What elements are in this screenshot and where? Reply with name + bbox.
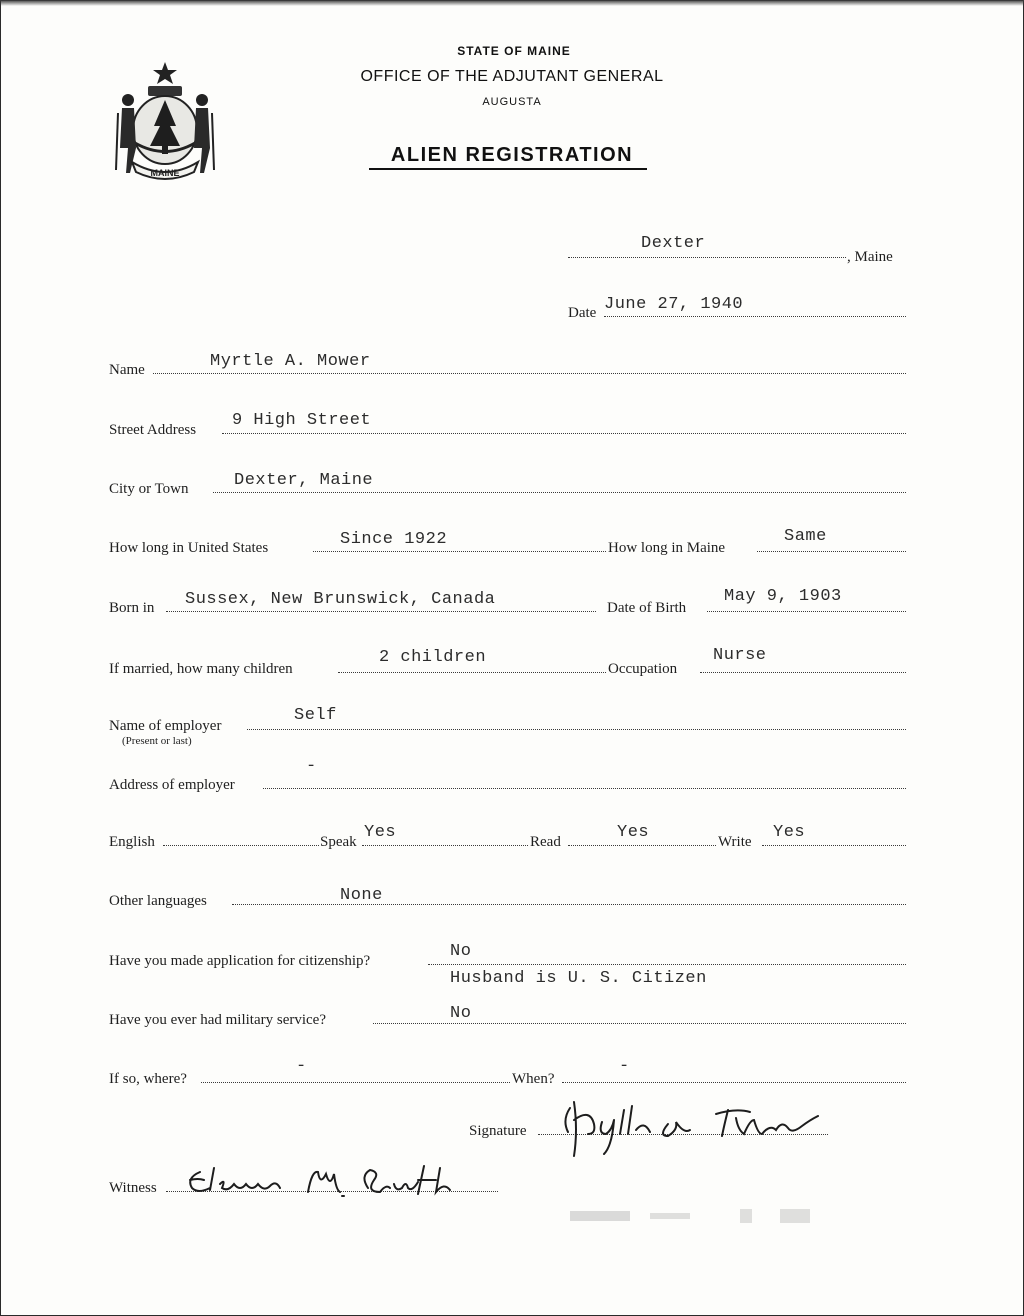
citizenship-label: Have you made application for citizenship?: [109, 953, 371, 969]
english-label: English: [109, 834, 155, 850]
location-dots: [568, 257, 846, 258]
write-label: Write: [718, 834, 752, 850]
employer-dots: [247, 729, 906, 730]
write-value: Yes: [773, 823, 806, 842]
header-state: STATE OF MAINE: [457, 44, 571, 58]
read-dots: [568, 845, 716, 846]
city-or-town-label: City or Town: [109, 481, 189, 497]
street-address-label: Street Address: [109, 422, 197, 438]
employer-sublabel: (Present or last): [122, 735, 192, 747]
name-value: Myrtle A. Mower: [210, 352, 371, 371]
street-address-value: 9 High Street: [232, 411, 372, 430]
read-value: Yes: [617, 823, 650, 842]
other-languages-dots: [232, 904, 906, 905]
header-office: OFFICE OF THE ADJUTANT GENERAL: [360, 68, 664, 85]
children-value: 2 children: [379, 648, 487, 667]
other-languages-value: None: [340, 886, 383, 905]
city-or-town-dots: [213, 492, 906, 493]
when-dots: [562, 1082, 906, 1083]
street-address-dots: [222, 433, 906, 434]
children-dots: [338, 672, 606, 673]
location-state-label: , Maine: [847, 249, 893, 265]
employer-value: Self: [294, 706, 337, 725]
english-dots: [163, 845, 319, 846]
military-value: No: [450, 1004, 472, 1023]
occupation-value: Nurse: [713, 646, 767, 665]
how-long-us-label: How long in United States: [109, 540, 269, 556]
children-label: If married, how many children: [109, 661, 293, 677]
faint-stamp-mark: [570, 1205, 820, 1227]
when-value: -: [619, 1057, 630, 1076]
citizenship-note: Husband is U. S. Citizen: [450, 969, 707, 988]
employer-label: Name of employer: [109, 718, 222, 734]
if-so-where-dots: [201, 1082, 510, 1083]
date-label: Date: [568, 305, 597, 321]
citizenship-value: No: [450, 942, 472, 961]
when-label: When?: [512, 1071, 555, 1087]
read-label: Read: [530, 834, 561, 850]
citizenship-dots: [428, 964, 906, 965]
speak-label: Speak: [320, 834, 357, 850]
header-city: AUGUSTA: [482, 96, 542, 108]
speak-dots: [362, 845, 528, 846]
witness-handwriting: [180, 1158, 480, 1208]
how-long-maine-dots: [757, 551, 906, 552]
how-long-maine-label: How long in Maine: [608, 540, 726, 556]
page-edge-shadow: [0, 0, 1024, 6]
how-long-us-value: Since 1922: [340, 530, 448, 549]
signature-handwriting: [540, 1090, 840, 1160]
form-title: ALIEN REGISTRATION: [390, 144, 634, 166]
date-dots: [604, 316, 906, 317]
date-value: June 27, 1940: [604, 295, 744, 314]
name-dots: [153, 373, 906, 374]
military-dots: [373, 1023, 906, 1024]
write-dots: [762, 845, 906, 846]
born-in-label: Born in: [109, 600, 155, 616]
witness-label: Witness: [109, 1180, 157, 1196]
date-of-birth-value: May 9, 1903: [724, 587, 842, 606]
speak-value: Yes: [364, 823, 397, 842]
employer-address-value: -: [306, 757, 317, 776]
occupation-dots: [700, 672, 906, 673]
if-so-where-label: If so, where?: [109, 1071, 187, 1087]
employer-address-label: Address of employer: [109, 777, 235, 793]
date-of-birth-dots: [707, 611, 906, 612]
if-so-where-value: -: [296, 1057, 307, 1076]
how-long-us-dots: [313, 551, 606, 552]
military-label: Have you ever had military service?: [109, 1012, 326, 1028]
signature-label: Signature: [469, 1123, 527, 1139]
born-in-dots: [166, 611, 596, 612]
seal-banner-text: MAINE: [150, 168, 180, 178]
born-in-value: Sussex, New Brunswick, Canada: [185, 590, 496, 609]
location-town-value: Dexter: [641, 234, 706, 253]
city-or-town-value: Dexter, Maine: [234, 471, 374, 490]
title-underline: [369, 168, 647, 170]
employer-address-dots: [263, 788, 906, 789]
occupation-label: Occupation: [608, 661, 678, 677]
other-languages-label: Other languages: [109, 893, 207, 909]
name-label: Name: [109, 362, 145, 378]
date-of-birth-label: Date of Birth: [607, 600, 687, 616]
how-long-maine-value: Same: [784, 527, 827, 546]
